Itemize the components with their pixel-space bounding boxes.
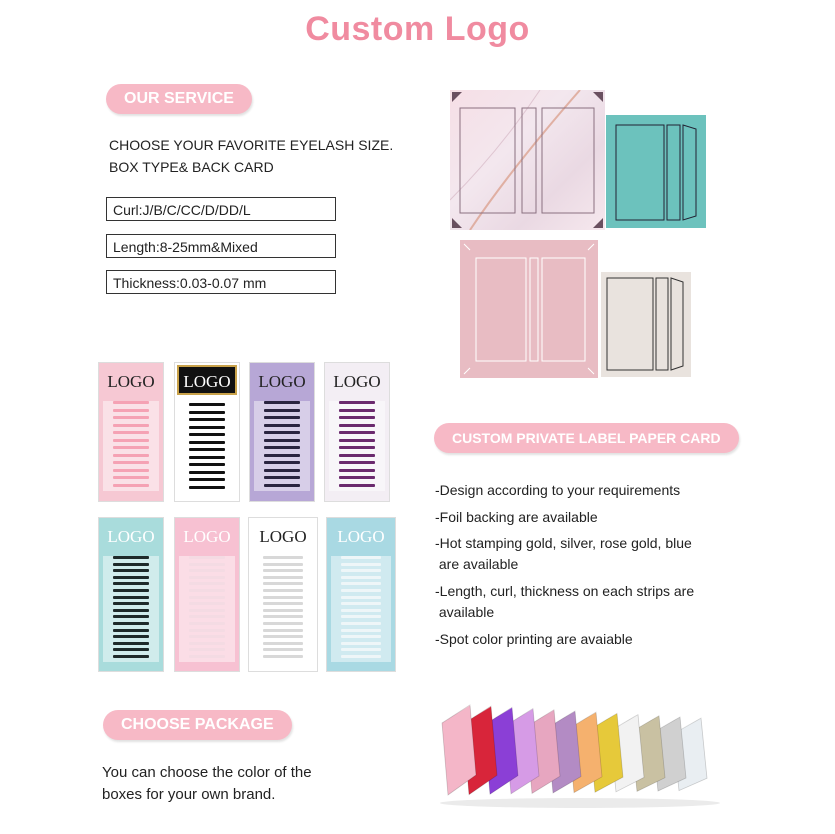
- lash-strip: [263, 615, 303, 618]
- lash-card-8: [326, 517, 396, 672]
- lash-strip: [263, 596, 303, 599]
- lash-strip: [113, 416, 149, 419]
- lash-strip: [189, 403, 225, 406]
- lash-strip: [341, 609, 381, 612]
- lash-strip: [189, 441, 225, 444]
- feature-1: -Design according to your requirements: [435, 482, 681, 498]
- lash-strip: [113, 609, 149, 612]
- lash-card-7: [248, 517, 318, 672]
- boxes-shadow: [440, 798, 720, 808]
- lash-strip: [264, 439, 300, 442]
- lash-strip: [263, 563, 303, 566]
- lash-strip: [341, 602, 381, 605]
- lash-strip: [264, 454, 300, 457]
- lash-strip: [113, 431, 149, 434]
- lash-strip: [189, 582, 225, 585]
- lash-strip: [189, 655, 225, 658]
- lash-strip: [341, 589, 381, 592]
- marble-box-image: [450, 90, 605, 230]
- lash-strip: [113, 476, 149, 479]
- paper-card-badge: CUSTOM PRIVATE LABEL PAPER CARD: [434, 423, 739, 453]
- lash-strip: [189, 411, 225, 414]
- lash-strip: [189, 635, 225, 638]
- lash-strip: [264, 446, 300, 449]
- lash-strip: [264, 431, 300, 434]
- lash-strip: [339, 431, 375, 434]
- choose-package-badge: CHOOSE PACKAGE: [103, 710, 292, 740]
- feature-2: -Foil backing are available: [435, 509, 598, 525]
- package-line-1: You can choose the color of the: [102, 764, 312, 781]
- teal-box-image: [606, 115, 706, 228]
- feature-3-cont: are available: [435, 556, 519, 572]
- lash-strip: [189, 642, 225, 645]
- lash-strip: [341, 642, 381, 645]
- card-logo: LOGO: [107, 527, 155, 546]
- lash-strip: [339, 454, 375, 457]
- lash-strip: [339, 409, 375, 412]
- lash-strip: [341, 563, 381, 566]
- lash-strip: [263, 609, 303, 612]
- lash-strip: [113, 454, 149, 457]
- lash-strip: [263, 589, 303, 592]
- lash-strip: [339, 469, 375, 472]
- lash-strip: [113, 582, 149, 585]
- lash-tray: [253, 556, 313, 662]
- lash-strip: [189, 471, 225, 474]
- lash-strip: [113, 461, 149, 464]
- lash-strip: [263, 642, 303, 645]
- lash-strip: [263, 629, 303, 632]
- lash-strip: [113, 484, 149, 487]
- lash-strip: [264, 476, 300, 479]
- lash-strip: [189, 448, 225, 451]
- lash-strip: [189, 622, 225, 625]
- lash-strip: [189, 463, 225, 466]
- card-logo: LOGO: [333, 372, 381, 391]
- lash-strip: [113, 439, 149, 442]
- lash-strip: [263, 576, 303, 579]
- lash-strip: [341, 622, 381, 625]
- card-logo: LOGO: [259, 527, 307, 546]
- lash-strip: [263, 622, 303, 625]
- lash-strip: [189, 563, 225, 566]
- spec-thickness: Thickness:0.03-0.07 mm: [106, 270, 336, 294]
- lash-strip: [263, 602, 303, 605]
- grey-box-outline: [601, 272, 691, 377]
- card-logo: LOGO: [183, 527, 231, 546]
- lash-strip: [264, 461, 300, 464]
- lash-strip: [113, 589, 149, 592]
- card-logo: LOGO: [337, 527, 385, 546]
- lash-strip: [113, 563, 149, 566]
- lash-strip: [113, 446, 149, 449]
- pink-box-image: [460, 240, 598, 378]
- lash-strip: [341, 569, 381, 572]
- lash-strip: [263, 556, 303, 559]
- lash-strip: [113, 642, 149, 645]
- lash-strip: [341, 635, 381, 638]
- page-title: Custom Logo: [305, 10, 530, 48]
- lash-strip: [113, 629, 149, 632]
- lash-strip: [189, 615, 225, 618]
- lash-strip: [189, 426, 225, 429]
- lash-strip: [189, 629, 225, 632]
- lash-card-6: [174, 517, 240, 672]
- feature-4-cont: available: [435, 604, 495, 620]
- card-logo: LOGO: [107, 372, 155, 391]
- feature-4: -Length, curl, thickness on each strips are: [435, 583, 695, 599]
- lash-card-5: [98, 517, 164, 672]
- teal-box-outline: [606, 115, 706, 228]
- lash-strip: [341, 582, 381, 585]
- lash-strip: [113, 409, 149, 412]
- lash-strip: [339, 439, 375, 442]
- our-service-badge: OUR SERVICE: [106, 84, 252, 114]
- lash-strip: [113, 615, 149, 618]
- color-boxes-image: [430, 695, 730, 810]
- lash-strip: [189, 602, 225, 605]
- lash-strip: [189, 569, 225, 572]
- lash-strip: [341, 648, 381, 651]
- lash-strip: [339, 416, 375, 419]
- lash-tray: [254, 401, 310, 491]
- pink-box-outline: [460, 240, 598, 378]
- lash-strip: [113, 648, 149, 651]
- service-line-2: BOX TYPE& BACK CARD: [109, 159, 274, 175]
- lash-strip: [264, 484, 300, 487]
- lash-strip: [339, 461, 375, 464]
- lash-strip: [264, 469, 300, 472]
- lash-strip: [113, 655, 149, 658]
- lash-strip: [189, 589, 225, 592]
- lash-strip: [113, 424, 149, 427]
- lash-strip: [341, 655, 381, 658]
- lash-strip: [339, 476, 375, 479]
- lash-strip: [113, 596, 149, 599]
- lash-strip: [113, 576, 149, 579]
- lash-strip: [263, 569, 303, 572]
- lash-strip: [339, 484, 375, 487]
- lash-strip: [189, 556, 225, 559]
- lash-strip: [341, 576, 381, 579]
- lash-strip: [113, 622, 149, 625]
- marble-box-outline: [450, 90, 605, 230]
- grey-box-image: [601, 272, 691, 377]
- lash-strip: [339, 401, 375, 404]
- card-logo: LOGO: [258, 372, 306, 391]
- lash-strip: [264, 416, 300, 419]
- lash-strip: [113, 401, 149, 404]
- lash-strip: [189, 433, 225, 436]
- package-line-2: boxes for your own brand.: [102, 786, 276, 803]
- feature-5: -Spot color printing are avaiable: [435, 631, 633, 647]
- lash-strip: [263, 648, 303, 651]
- feature-3: -Hot stamping gold, silver, rose gold, blue: [435, 535, 692, 551]
- lash-strip: [113, 602, 149, 605]
- spec-curl: Curl:J/B/C/CC/D/DD/L: [106, 197, 336, 221]
- lash-strip: [339, 424, 375, 427]
- card-logo: LOGO: [177, 365, 237, 395]
- lash-strip: [189, 648, 225, 651]
- lash-strip: [341, 629, 381, 632]
- lash-strip: [113, 469, 149, 472]
- lash-tray: [103, 401, 159, 491]
- lash-strip: [189, 486, 225, 489]
- lash-strip: [189, 596, 225, 599]
- lash-card-3: [249, 362, 315, 502]
- lash-tray: [331, 556, 391, 662]
- lash-strip: [264, 401, 300, 404]
- lash-tray: [179, 403, 235, 493]
- lash-strip: [341, 615, 381, 618]
- lash-strip: [263, 582, 303, 585]
- lash-strip: [263, 635, 303, 638]
- spec-length: Length:8-25mm&Mixed: [106, 234, 336, 258]
- lash-strip: [264, 424, 300, 427]
- lash-strip: [113, 556, 149, 559]
- lash-card-grid: [98, 362, 398, 674]
- lash-tray: [103, 556, 159, 662]
- lash-card-2: [174, 362, 240, 502]
- lash-strip: [189, 478, 225, 481]
- lash-strip: [189, 576, 225, 579]
- lash-strip: [264, 409, 300, 412]
- lash-card-1: [98, 362, 164, 502]
- lash-strip: [341, 596, 381, 599]
- lash-strip: [113, 635, 149, 638]
- service-line-1: CHOOSE YOUR FAVORITE EYELASH SIZE.: [109, 137, 394, 153]
- color-boxes-svg: [430, 695, 730, 810]
- lash-strip: [189, 609, 225, 612]
- lash-card-4: [324, 362, 390, 502]
- lash-tray: [179, 556, 235, 662]
- lash-strip: [189, 418, 225, 421]
- lash-strip: [341, 556, 381, 559]
- lash-strip: [339, 446, 375, 449]
- lash-strip: [189, 456, 225, 459]
- lash-tray: [329, 401, 385, 491]
- lash-strip: [263, 655, 303, 658]
- lash-strip: [113, 569, 149, 572]
